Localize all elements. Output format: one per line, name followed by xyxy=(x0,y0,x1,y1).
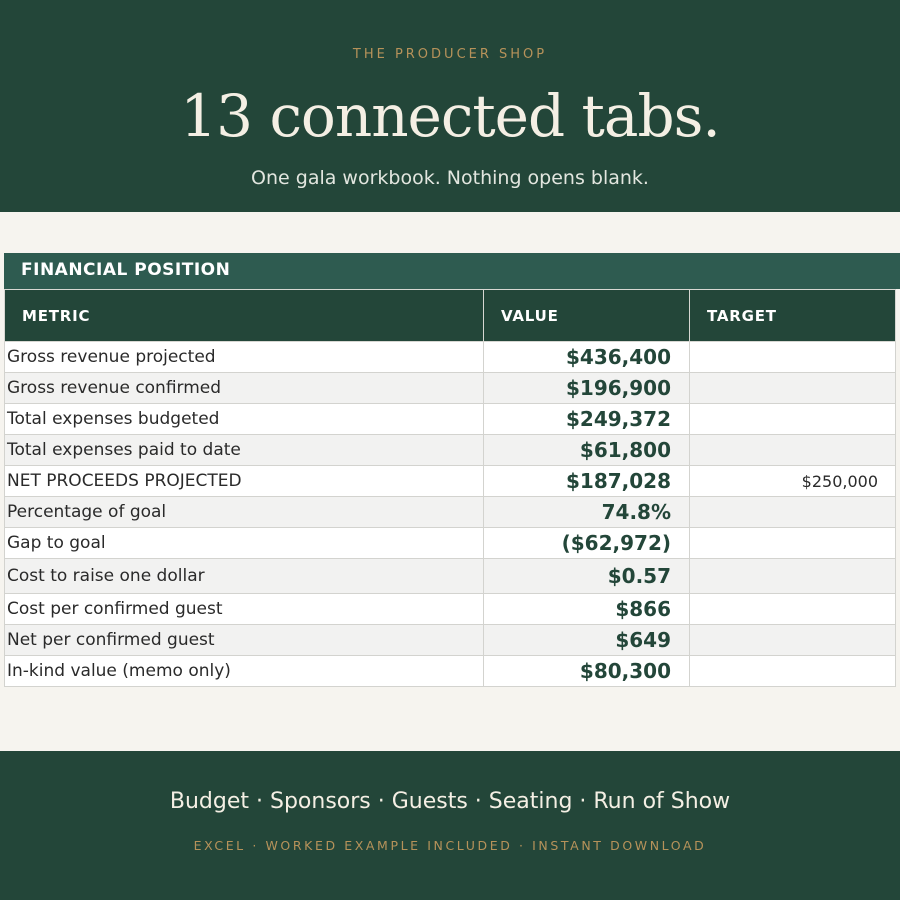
table-row xyxy=(5,342,896,373)
value-cell[interactable]: $0.57 xyxy=(484,559,690,594)
headline: 13 connected tabs. xyxy=(180,82,720,150)
value-cell[interactable]: $436,400 xyxy=(484,342,690,373)
metric-cell[interactable]: Percentage of goal xyxy=(5,497,484,528)
table-row xyxy=(5,625,896,656)
metric-cell[interactable]: Cost to raise one dollar xyxy=(5,559,484,594)
footer-banner xyxy=(0,751,900,900)
metric-cell[interactable]: Net per confirmed guest xyxy=(5,625,484,656)
metric-cell[interactable]: In-kind value (memo only) xyxy=(5,656,484,687)
target-cell[interactable] xyxy=(690,594,896,625)
metric-cell[interactable]: Gross revenue confirmed xyxy=(5,373,484,404)
value-cell[interactable]: $187,028 xyxy=(484,466,690,497)
table-row xyxy=(5,497,896,528)
column-header-target[interactable]: TARGET xyxy=(690,290,896,342)
value-cell[interactable]: ($62,972) xyxy=(484,528,690,559)
metric-cell[interactable]: Total expenses budgeted xyxy=(5,404,484,435)
financial-position-table xyxy=(4,289,896,687)
value-cell[interactable]: $61,800 xyxy=(484,435,690,466)
footer-tagline: EXCEL · WORKED EXAMPLE INCLUDED · INSTANT DOWNLOAD xyxy=(193,838,707,853)
table-row xyxy=(5,404,896,435)
target-cell[interactable] xyxy=(690,559,896,594)
metric-cell[interactable]: Total expenses paid to date xyxy=(5,435,484,466)
value-cell[interactable]: 74.8% xyxy=(484,497,690,528)
sheet-title-band xyxy=(4,253,900,289)
target-cell[interactable] xyxy=(690,435,896,466)
metric-cell[interactable]: Cost per confirmed guest xyxy=(5,594,484,625)
target-cell[interactable] xyxy=(690,404,896,435)
target-cell[interactable]: $250,000 xyxy=(690,466,896,497)
hero-header xyxy=(0,0,900,212)
metric-cell[interactable]: NET PROCEEDS PROJECTED xyxy=(5,466,484,497)
table-row xyxy=(5,435,896,466)
footer-tab-list: Budget · Sponsors · Guests · Seating · Run of Show xyxy=(169,789,731,814)
header-row xyxy=(5,290,896,342)
metric-cell[interactable]: Gap to goal xyxy=(5,528,484,559)
target-cell[interactable] xyxy=(690,497,896,528)
target-cell[interactable] xyxy=(690,373,896,404)
value-cell[interactable]: $249,372 xyxy=(484,404,690,435)
target-cell[interactable] xyxy=(690,656,896,687)
target-cell[interactable] xyxy=(690,625,896,656)
table-row xyxy=(5,466,896,497)
target-cell[interactable] xyxy=(690,528,896,559)
column-header-metric[interactable]: METRIC xyxy=(5,290,484,342)
subheadline: One gala workbook. Nothing opens blank. xyxy=(251,167,649,189)
target-cell[interactable] xyxy=(690,342,896,373)
table-row xyxy=(5,528,896,559)
table-row xyxy=(5,373,896,404)
table-row xyxy=(5,594,896,625)
value-cell[interactable]: $80,300 xyxy=(484,656,690,687)
value-cell[interactable]: $649 xyxy=(484,625,690,656)
column-header-value[interactable]: VALUE xyxy=(484,290,690,342)
table-row xyxy=(5,656,896,687)
brand-eyebrow: THE PRODUCER SHOP xyxy=(352,47,548,62)
value-cell[interactable]: $866 xyxy=(484,594,690,625)
table-row xyxy=(5,559,896,594)
metric-cell[interactable]: Gross revenue projected xyxy=(5,342,484,373)
value-cell[interactable]: $196,900 xyxy=(484,373,690,404)
sheet-title: FINANCIAL POSITION xyxy=(21,260,231,280)
